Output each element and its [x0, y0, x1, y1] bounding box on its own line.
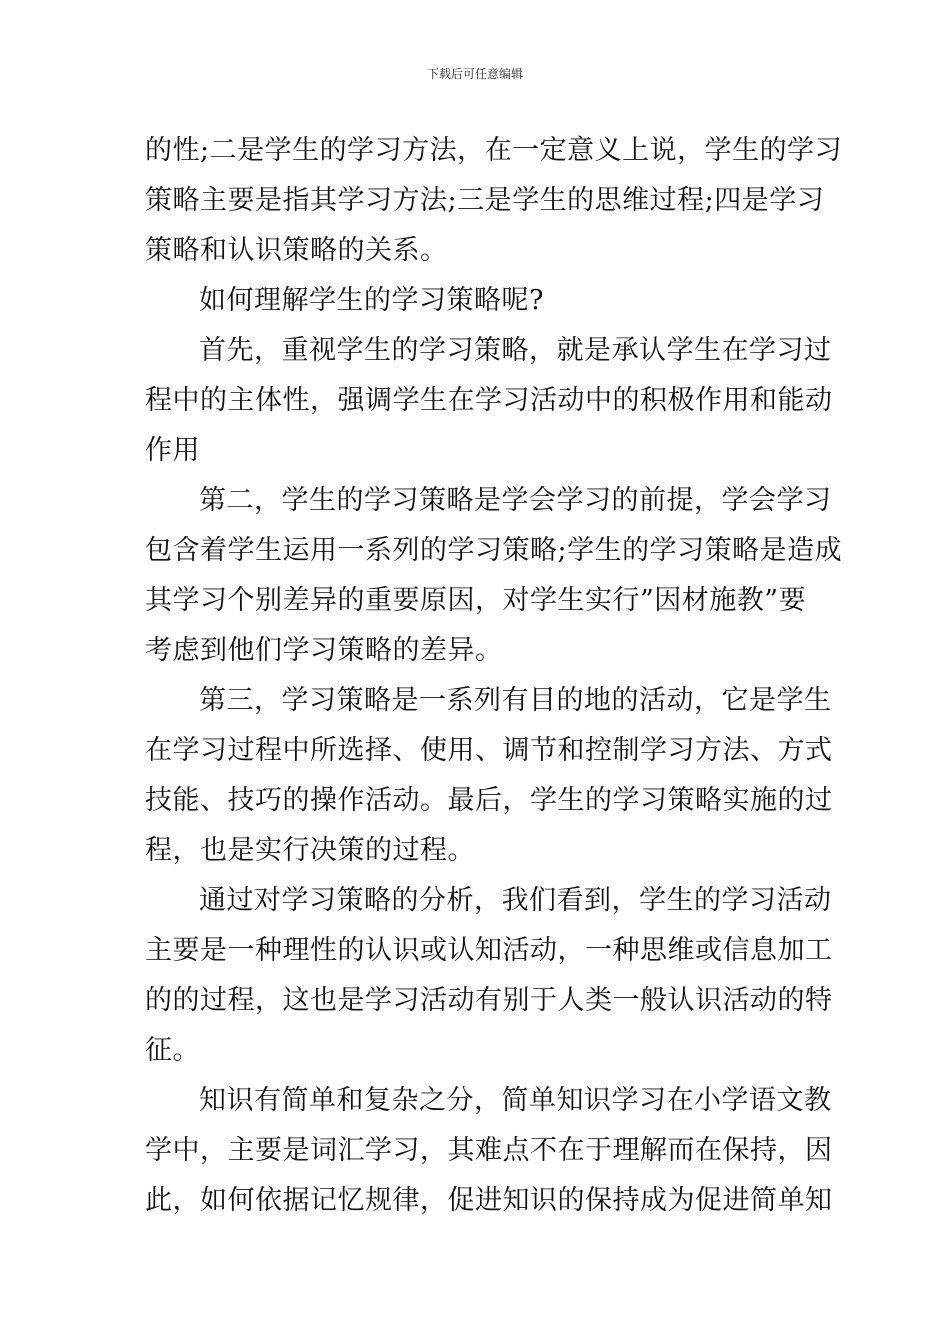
- text-line: 作用: [145, 435, 200, 466]
- text-line: 技能、技巧的操作活动。最后，学生的学习策略实施的过: [145, 785, 833, 816]
- text-line: 其学习个别差异的重要原因，对学生实行”因材施教”要: [145, 585, 807, 616]
- text-line: 程中的主体性，强调学生在学习活动中的积极作用和能动: [145, 385, 833, 416]
- paragraph-first-line: 通过对学习策略的分析，我们看到，学生的学习活动: [199, 885, 832, 916]
- text-line: 在学习过程中所选择、使用、调节和控制学习方法、方式: [145, 735, 833, 766]
- document-body: [145, 126, 843, 1226]
- paragraph-first-line: 第二，学生的学习策略是学会学习的前提，学会学习: [199, 485, 832, 516]
- text-line: 考虑到他们学习策略的差异。: [145, 635, 503, 666]
- text-line: 征。: [145, 1035, 200, 1066]
- paragraph-first-line: 如何理解学生的学习策略呢?: [199, 285, 544, 316]
- text-line: 包含着学生运用一系列的学习策略;学生的学习策略是造成: [145, 535, 843, 566]
- text-line: 主要是一种理性的认识或认知活动，一种思维或信息加工: [145, 935, 833, 966]
- text-line: 此，如何依据记忆规律，促进知识的保持成为促进简单知: [145, 1185, 833, 1216]
- text-line: 程，也是实行决策的过程。: [145, 835, 475, 866]
- text-line: 策略主要是指其学习方法;三是学生的思维过程;四是学习: [145, 185, 825, 216]
- text-line: 的性;二是学生的学习方法，在一定意义上说，学生的学习: [145, 135, 843, 166]
- text-line: 的的过程，这也是学习活动有别于人类一般认识活动的特: [145, 985, 833, 1016]
- paragraph-first-line: 知识有简单和复杂之分，简单知识学习在小学语文教: [199, 1085, 832, 1116]
- paragraph-first-line: 第三，学习策略是一系列有目的地的活动，它是学生: [199, 685, 832, 716]
- paragraph-first-line: 首先，重视学生的学习策略，就是承认学生在学习过: [199, 335, 832, 366]
- text-line: 策略和认识策略的关系。: [145, 235, 448, 266]
- page-header: 下载后可任意编辑: [426, 67, 523, 81]
- text-line: 学中，主要是词汇学习，其难点不在于理解而在保持，因: [145, 1135, 833, 1166]
